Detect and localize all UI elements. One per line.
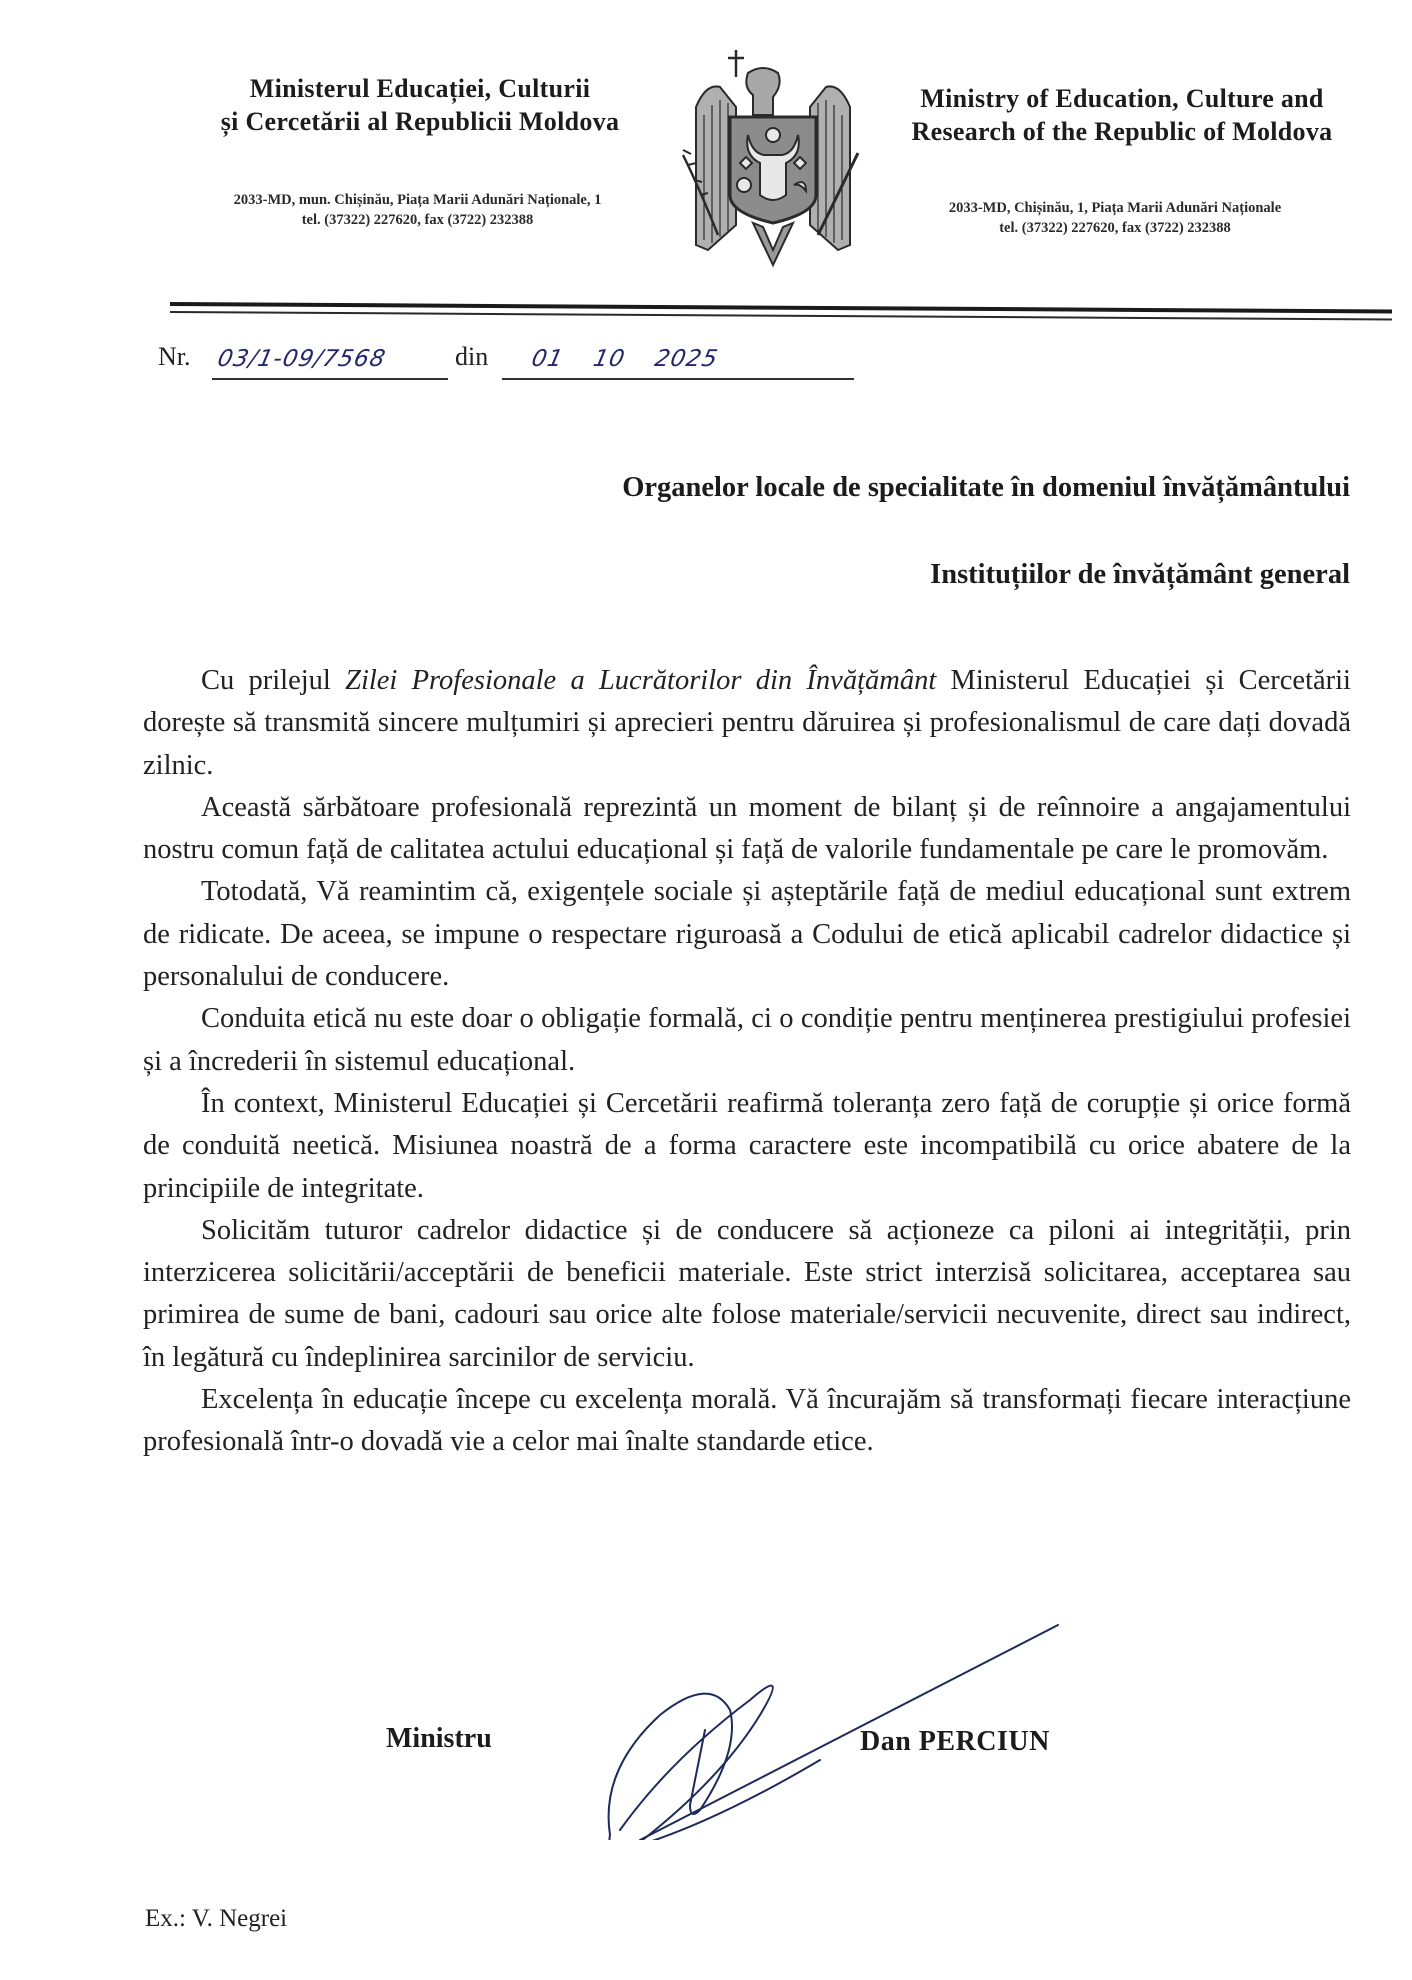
address-ro-line2: tel. (37322) 227620, fax (3722) 232388 [301,212,534,228]
address-ro-line1: 2033-MD, mun. Chișinău, Piața Marii Adunări Naționale, 1 [233,192,602,208]
executor-note: Ex.: V. Negrei [145,1905,288,1932]
registration-date-label: din [455,342,489,371]
addressee-local-bodies: Organelor locale de specialitate în domeniul învățământului [622,472,1350,503]
paragraph-greeting-lead: Cu prilejul [201,665,346,696]
registration-date-underline [502,378,854,380]
paragraph-greeting-rest: Ministerul Educației și Cercetării dorește să transmită sincere mulțumiri și aprecieri pentru dăruirea și profesionalismul de care dați dovadă zilnic. [143,665,1351,781]
letter-body [143,660,1351,1464]
signature-stroke-tail [609,1760,820,1840]
ministry-name-en [862,82,1382,148]
registration-date-value: 01 10 2025 [529,346,721,372]
ministry-address-ro [145,190,690,230]
header-divider-thin [170,311,1392,320]
ministry-name-ro-line1: Ministerul Educației, Culturii [249,74,591,103]
registration-number-underline [212,378,448,380]
paragraph-excellence: Excelența în educație începe cu excelența morală. Vă încurajăm să transformați fiecare interacțiune profesională într-o dovadă vie a celor mai înalte standarde etice. [143,1384,1351,1458]
registration-number-value: 03/1-09/7568 [215,346,389,372]
ministry-name-en-line1: Ministry of Education, Culture and [920,84,1324,113]
coat-of-arms-icon [678,45,868,275]
paragraph-integrity-request: Solicităm tuturor cadrelor didactice și de conducere să acționeze ca piloni ai integrității, prin interzicerea solicitării/acceptării de beneficii materiale. Este strict interzisă solicitarea, acceptarea sau primirea de sume de bani, cadouri sau orice alte folose materiale/servicii necuvenite, direct sau indirect, în legătură cu îndeplinirea sarcinilor de serviciu. [143,1214,1351,1373]
addressee-institutions: Instituțiilor de învățământ general [930,559,1350,590]
registration-number-label: Nr. [158,342,191,371]
holiday-name: Zilei Profesionale a Lucrătorilor din Învățământ [345,665,937,696]
paragraph-ethics: Conduita etică nu este doar o obligație formală, ci o condiție pentru menținerea prestigiului profesiei și a încrederii în sistemul educațional. [143,1003,1351,1077]
address-en-line1: 2033-MD, Chișinău, 1, Piața Marii Adunări Naționale [948,200,1282,216]
ministry-address-en [880,198,1350,238]
ministry-name-en-line2: Research of the Republic of Moldova [911,117,1333,146]
paragraph-celebration: Această sărbătoare profesională reprezintă un moment de bilanț și de reînnoire a angajamentului nostru comun față de calitatea actului educațional și față de valorile fundamentale pe care le promovăm. [143,791,1351,866]
address-en-line2: tel. (37322) 227620, fax (3722) 232388 [999,220,1231,236]
signature-stroke-loop-a [609,1694,732,1835]
paragraph-zero-tolerance: În context, Ministerul Educației și Cercetării reafirmă toleranța zero față de corupție și orice formă de conduită neetică. Misiunea noastră de a forma caractere este incompatibilă cu orice abatere de la principiile de integritate. [143,1087,1351,1204]
paragraph-expectations: Totodată, Vă reamintim că, exigențele sociale și așteptările față de mediul educațional sunt extrem de ridicate. De aceea, se impune o respectare riguroasă a Codului de etică aplicabil cadrelor didactice și personalului de conducere. [143,876,1351,993]
signatory-name: Dan PERCIUN [860,1726,1050,1757]
signatory-title: Ministru [386,1723,492,1754]
ministry-name-ro [160,72,680,138]
ministry-name-ro-line2: și Cercetării al Republicii Moldova [220,107,620,136]
signature-stroke-loop-b [620,1686,773,1840]
paragraph-greeting [143,660,1351,787]
